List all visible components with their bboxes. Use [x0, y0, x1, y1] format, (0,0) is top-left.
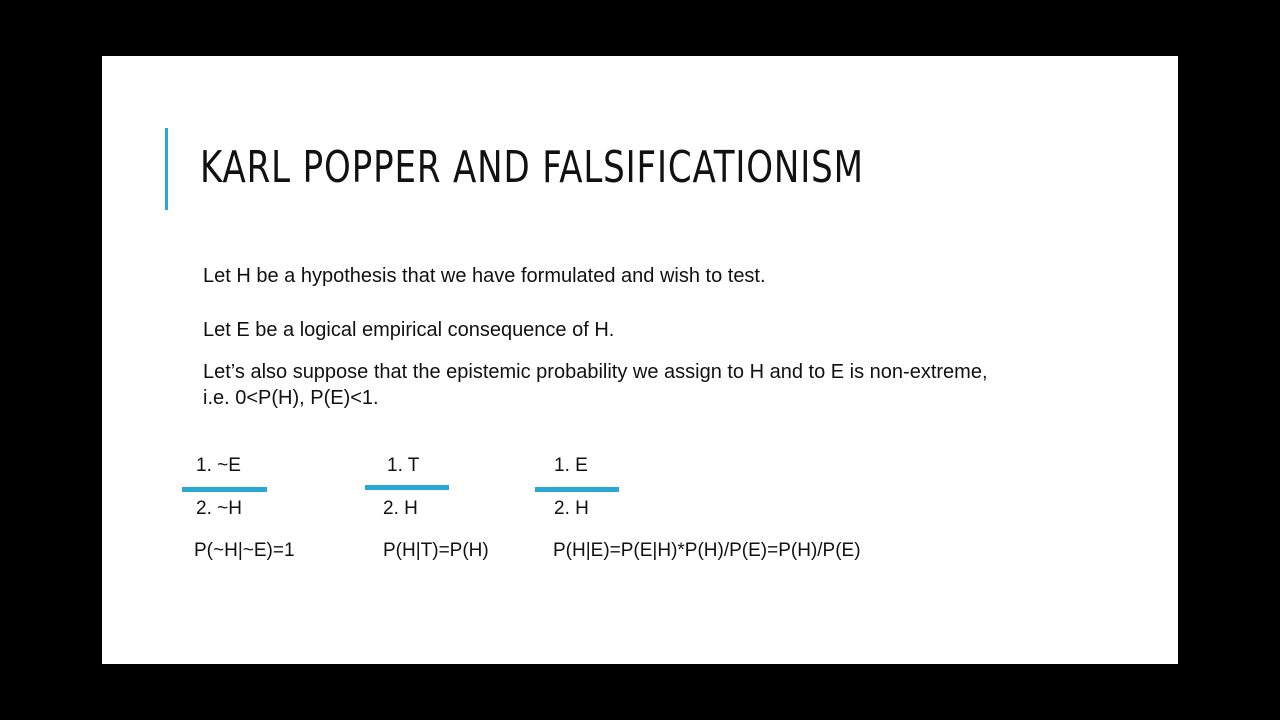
inference-rule [535, 487, 619, 492]
paragraph-consequence: Let E be a logical empirical consequence of H. [203, 319, 615, 341]
argument-formula: P(H|T)=P(H) [383, 540, 489, 561]
inference-rule [182, 487, 267, 492]
argument-conclusion: 2. H [554, 498, 589, 519]
argument-conclusion: 2. ~H [196, 498, 242, 519]
slide [102, 56, 1178, 664]
argument-conclusion: 2. H [383, 498, 418, 519]
argument-premise: 1. ~E [196, 455, 241, 476]
slide-title: KARL POPPER AND FALSIFICATIONISM [200, 142, 864, 193]
paragraph-hypothesis: Let H be a hypothesis that we have formulated and wish to test. [203, 265, 766, 287]
inference-rule [365, 485, 449, 490]
paragraph-probability: Let’s also suppose that the epistemic probability we assign to H and to E is non-extreme, i.e. 0<P(H), P(E)<1. [203, 361, 988, 409]
argument-premise: 1. E [554, 455, 588, 476]
title-accent-bar [165, 128, 168, 210]
argument-formula: P(~H|~E)=1 [194, 540, 295, 561]
argument-formula: P(H|E)=P(E|H)*P(H)/P(E)=P(H)/P(E) [553, 540, 861, 561]
argument-premise: 1. T [387, 455, 420, 476]
